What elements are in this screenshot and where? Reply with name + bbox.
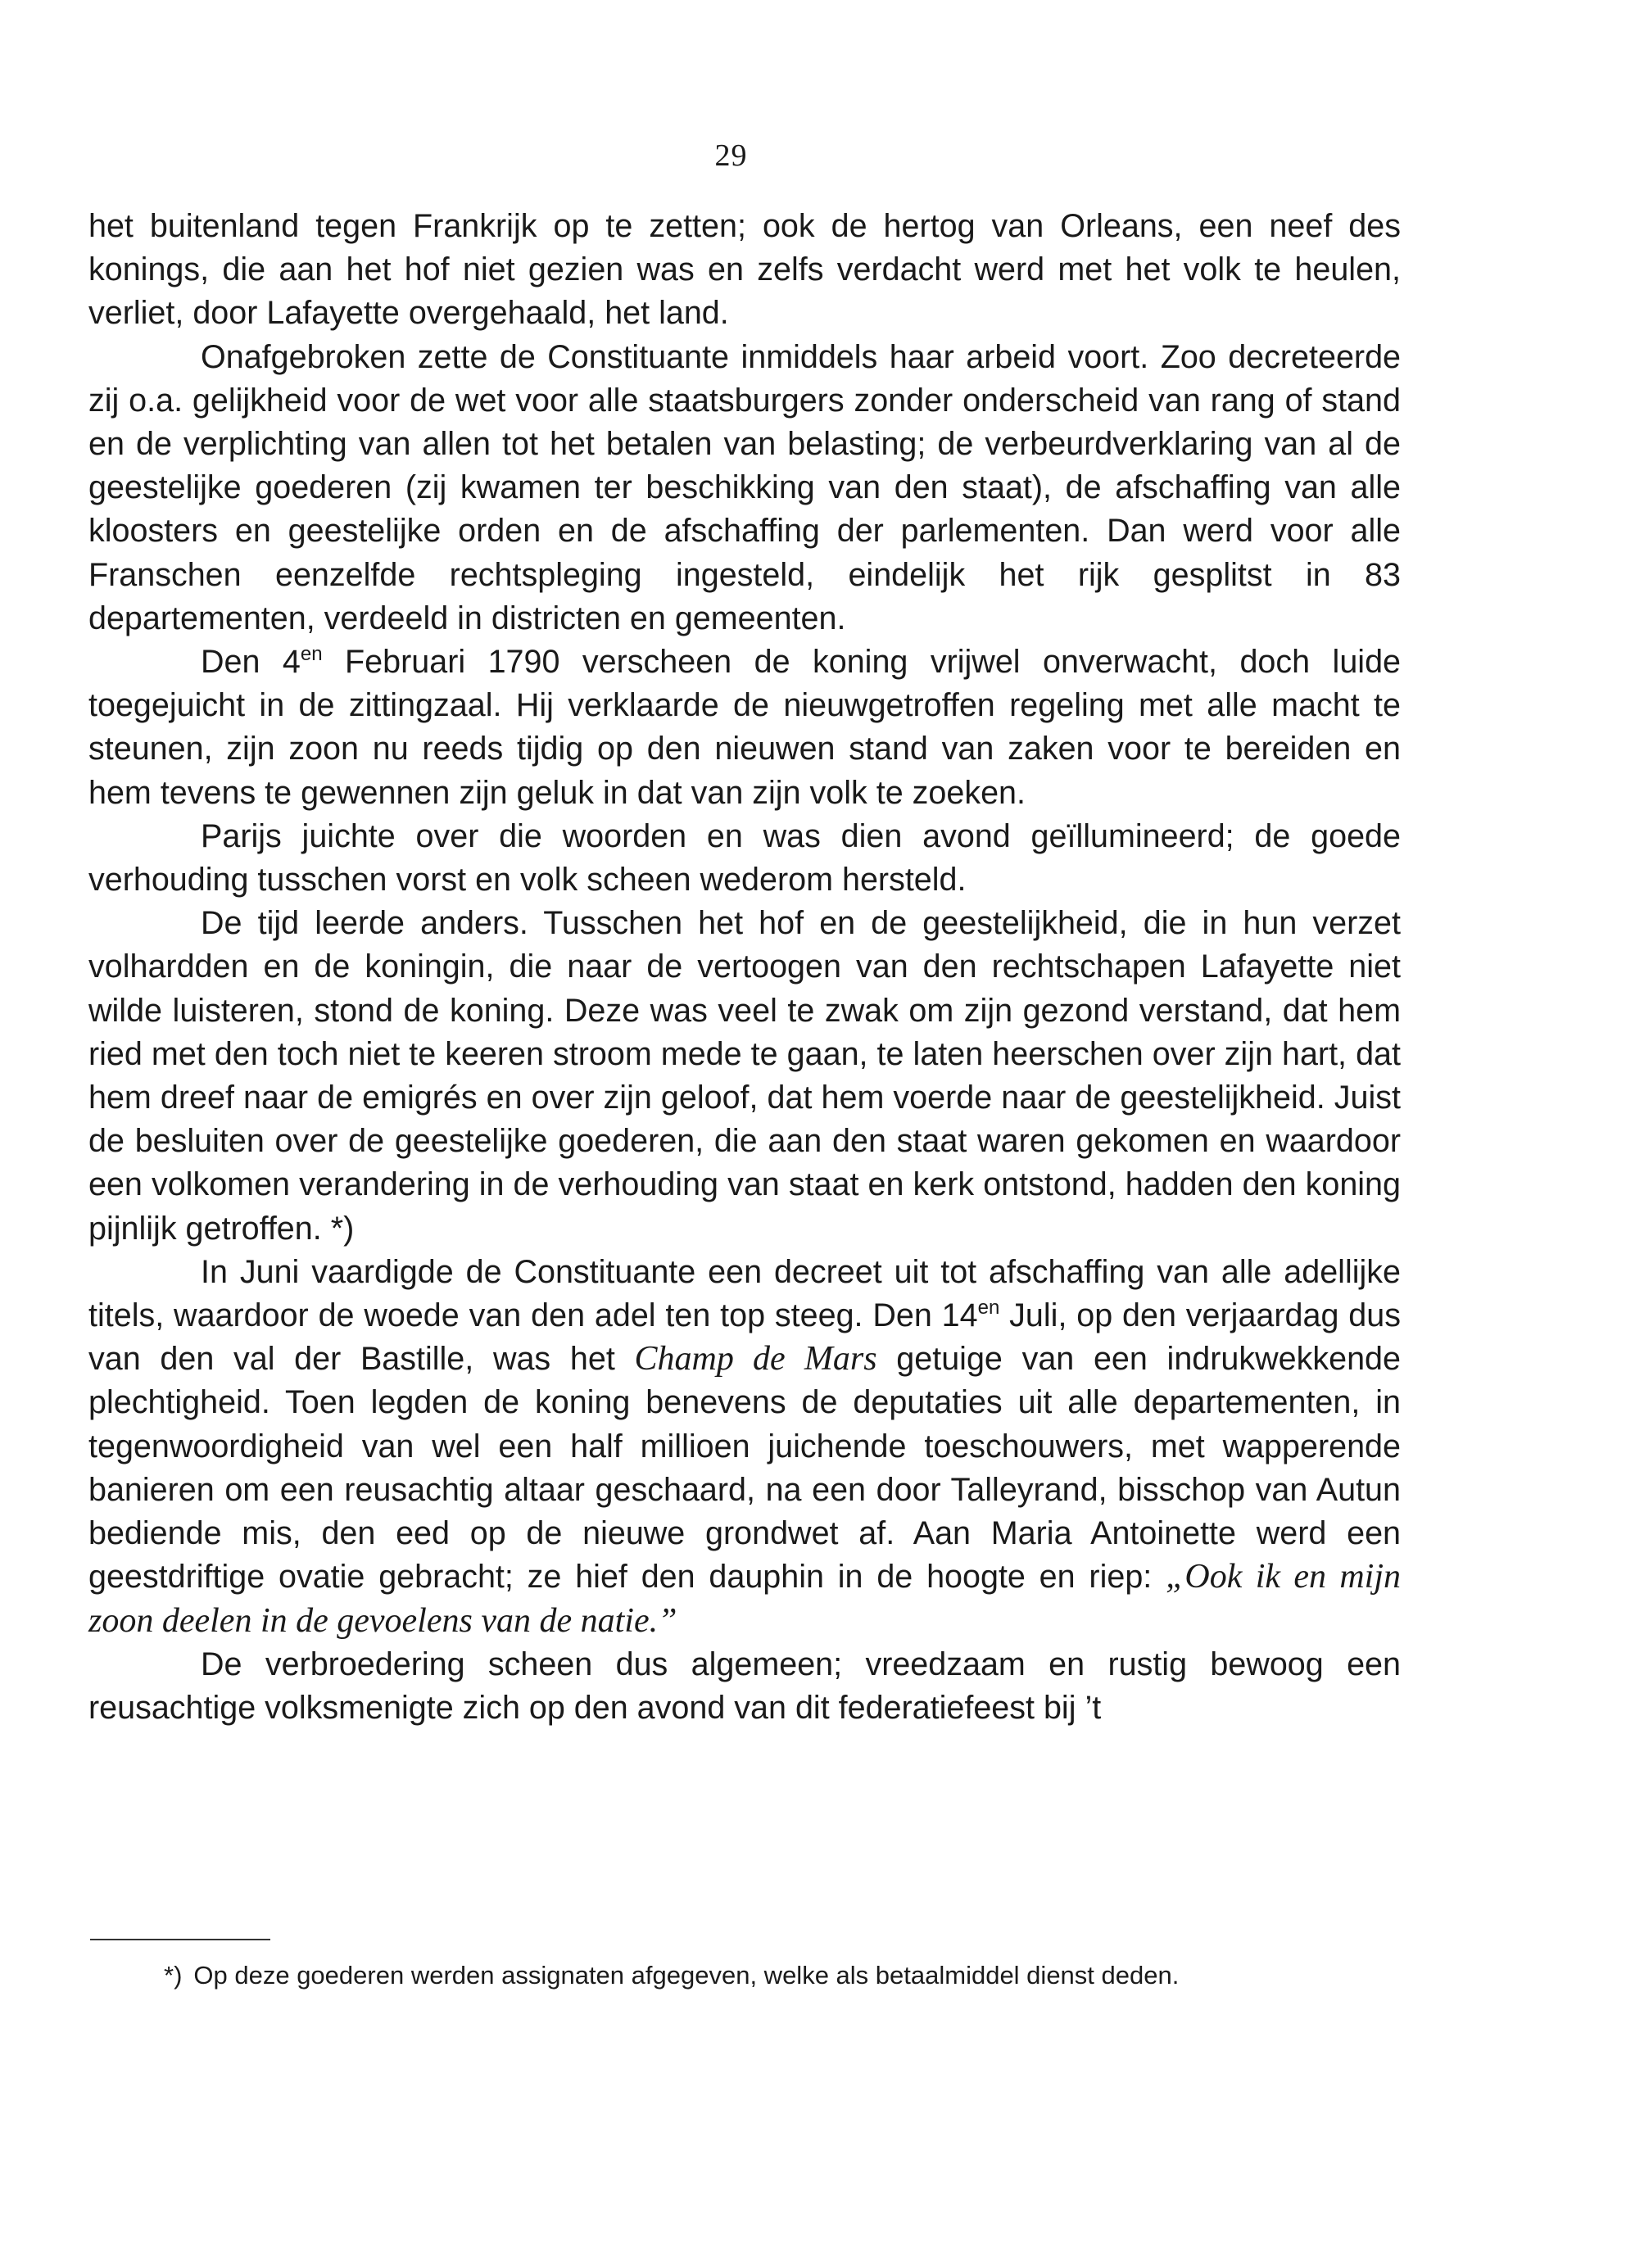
ordinal-superscript: en [977,1297,1000,1320]
text-run: De verbroedering scheen dus algemeen; vreedzaam en rustig bewoog een reusachtige volksmenigte zich op den avond van dit federatiefeest bij ’t [88,1646,1401,1726]
paragraph [88,205,1401,336]
text-run: getuige van een indrukwekkende plechtigheid. Toen legden de koning benevens de deputaties uit alle departementen, in tegenwoordigheid van wel een half millioen juichende toeschouwers, met wapperende banieren om een reusachtig altaar geschaard, na een door Talleyrand, bisschop van Autun bediende mis, den eed op de nieuwe grondwet af. Aan Maria Antoinette werd een geestdriftige ovatie gebracht; ze hief den dauphin in de hoogte en riep: [88,1341,1401,1596]
footnote [164,1959,1409,1992]
text-run: In Juni vaardigde de Constituante een decreet uit tot afschaffing van alle adellijke titels, waardoor de woede van den adel ten top steeg. Den 14 [88,1253,1401,1334]
text-run: Juli, op den verjaardag dus van den val der Bastille, was het [88,1297,1401,1378]
text-run: Parijs juichte over die woorden en was dien avond geïllumineerd; de goede verhouding tusschen vorst en volk scheen wederom hersteld. [88,817,1401,899]
text-run: Februari 1790 verscheen de koning vrijwel onverwacht, doch luide toegejuicht in de zittingzaal. Hij verklaarde de nieuwgetroffen regeling met alle macht te steunen, zijn zoon nu reeds tijdig op den nieuwen stand van zaken voor te bereiden en hem tevens te gewennen zijn geluk in dat van zijn volk te zoeken. [88,644,1402,811]
paragraph [88,815,1401,902]
footnote-marker: *) [164,1961,183,1990]
paragraph [88,641,1401,815]
paragraph [88,336,1401,641]
paragraph [88,1251,1401,1643]
footnote-divider [90,1939,270,1940]
footnote-text: Op deze goederen werden assignaten afgegeven, welke als betaalmiddel dienst deden. [193,1961,1180,1990]
paragraph [88,902,1401,1251]
body-text [88,205,1401,1730]
paragraph [88,1643,1401,1730]
italic-text: „Ook ik en mijn zoon deelen in de gevoelens van de natie.” [88,1558,1401,1640]
page-number: 29 [714,138,748,173]
text-run: De tijd leerde anders. Tusschen het hof en de geestelijkheid, die in hun verzet volhardden en de koningin, die naar de vertoogen van den rechtschapen Lafayette niet wilde luisteren, stond de koning. Deze was veel te zwak om zijn gezond verstand, dat hem ried met den toch niet te keeren stroom mede te gaan, te laten heerschen over zijn hart, dat hem dreef naar de emigrés en over zijn geloof, dat hem voerde naar de geestelijkheid. Juist de besluiten over de geestelijke goederen, die aan den staat waren gekomen en waardoor een volkomen verandering in de verhouding van staat en kerk ontstond, hadden den koning pijnlijk getroffen. *) [88,905,1401,1247]
ordinal-superscript: en [300,643,323,666]
text-run: Onafgebroken zette de Constituante inmiddels haar arbeid voort. Zoo decreteerde zij o.a. gelijkheid voor de wet voor alle staatsburgers zonder onderscheid van rang of stand en de verplichting van allen tot het betalen van belasting; de verbeurdverklaring van al de geestelijke goederen (zij kwamen ter beschikking van den staat), de afschaffing van alle kloosters en geestelijke orden en de afschaffing der parlementen. Dan werd voor alle Franschen eenzelfde rechtspleging ingesteld, eindelijk het rijk gesplitst in 83 departementen, verdeeld in districten en gemeenten. [88,338,1401,636]
text-run: het buitenland tegen Frankrijk op te zetten; ook de hertog van Orleans, een neef des konings, die aan het hof niet gezien was en zelfs verdacht werd met het volk te heulen, verliet, door Lafayette overgehaald, het land. [88,208,1401,332]
text-run: Den 4 [201,644,301,681]
italic-text: Champ de Mars [634,1340,877,1378]
